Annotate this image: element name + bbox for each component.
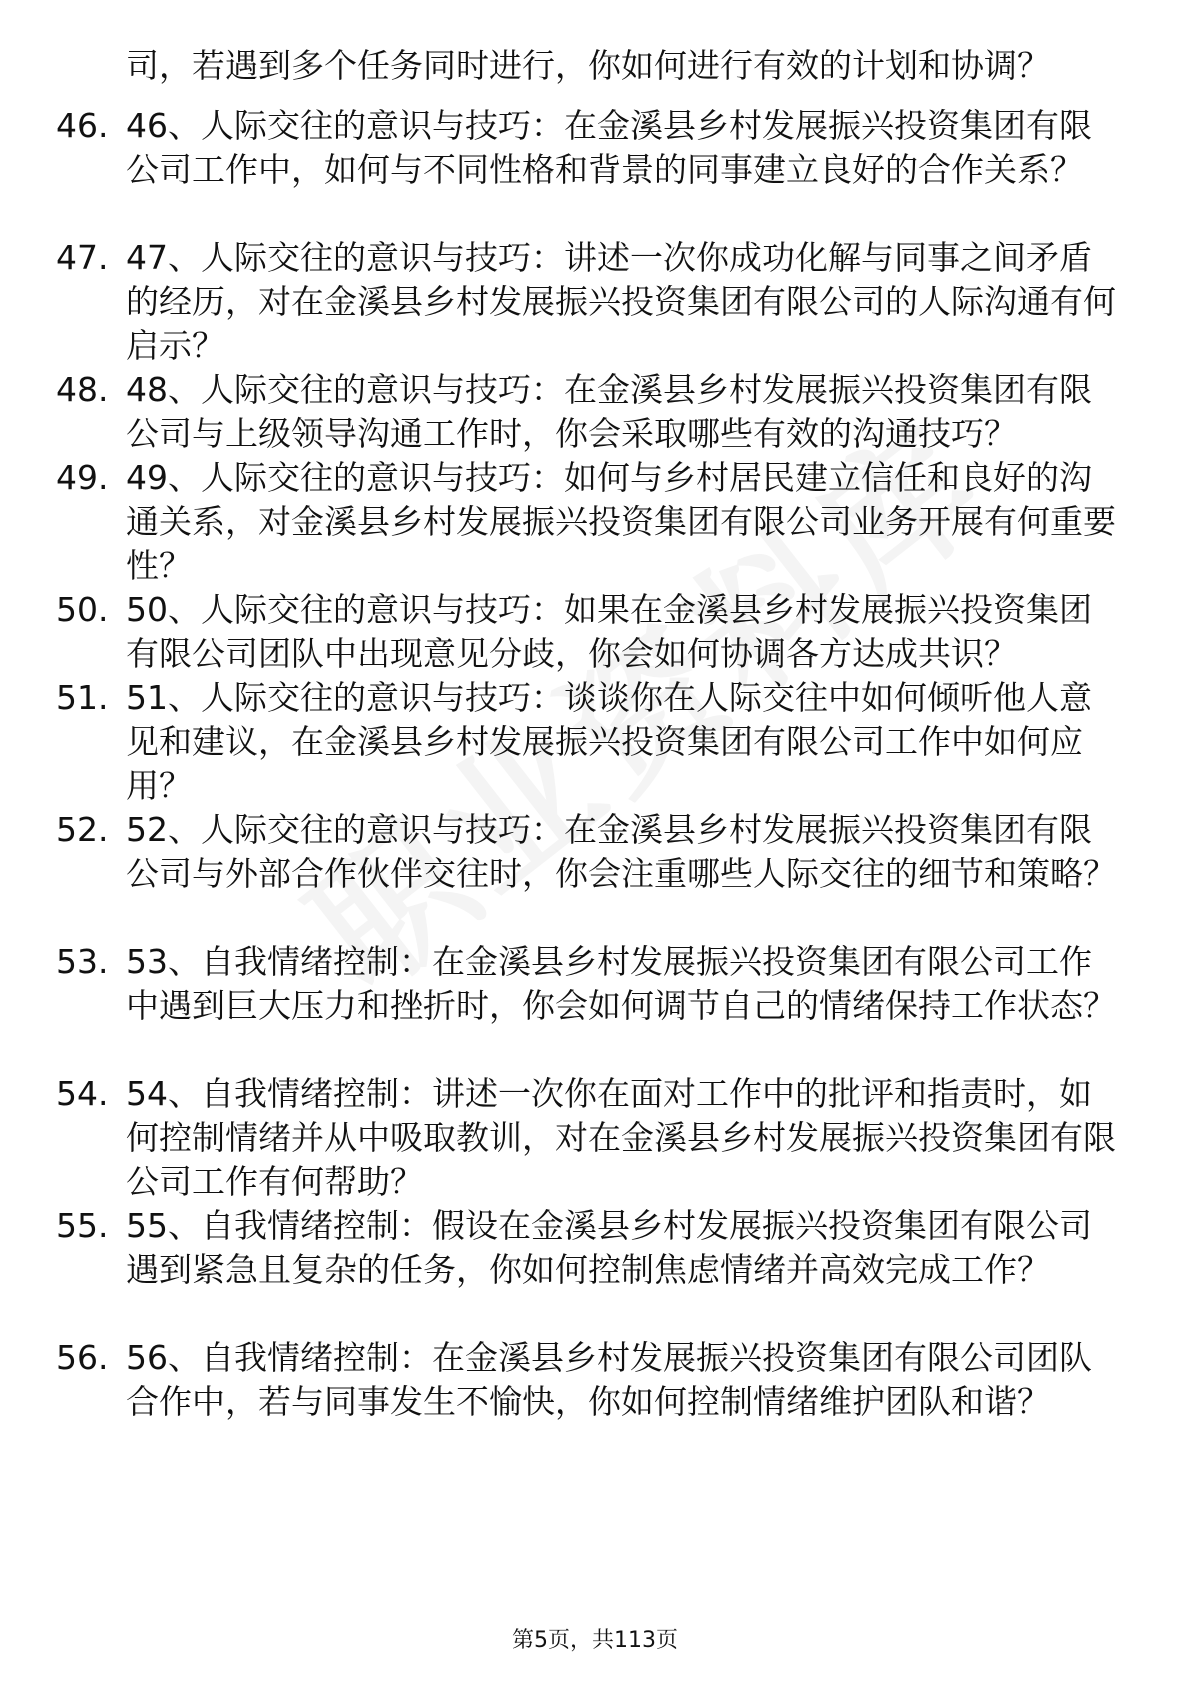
item-number: 50. [56, 590, 109, 629]
item-text: 55、自我情绪控制：假设在金溪县乡村发展振兴投资集团有限公司遇到紧急且复杂的任务，你如何控制焦虑情绪并高效完成工作？ [126, 1206, 1092, 1289]
item-number: 56. [56, 1338, 109, 1377]
item-number: 47. [56, 238, 109, 277]
item-text: 47、人际交往的意识与技巧：讲述一次你成功化解与同事之间矛盾的经历，对在金溪县乡村发展振兴投资集团有限公司的人际沟通有何启示？ [126, 238, 1116, 365]
item-text: 52、人际交往的意识与技巧：在金溪县乡村发展振兴投资集团有限公司与外部合作伙伴交往时，你会注重哪些人际交往的细节和策略？ [126, 810, 1116, 893]
item-number: 51. [56, 678, 109, 717]
item-number: 49. [56, 458, 109, 497]
item-text: 54、自我情绪控制：讲述一次你在面对工作中的批评和指责时，如何控制情绪并从中吸取教训，对在金溪县乡村发展振兴投资集团有限公司工作有何帮助？ [126, 1074, 1116, 1201]
item-number: 52. [56, 810, 109, 849]
item-text: 53、自我情绪控制：在金溪县乡村发展振兴投资集团有限公司工作中遇到巨大压力和挫折时，你会如何调节自己的情绪保持工作状态？ [126, 942, 1116, 1025]
item-text: 56、自我情绪控制：在金溪县乡村发展振兴投资集团有限公司团队合作中，若与同事发生不愉快，你如何控制情绪维护团队和谐？ [126, 1338, 1092, 1421]
item-number: 55. [56, 1206, 109, 1245]
item-number: 46. [56, 106, 109, 145]
continuation-text: 司，若遇到多个任务同时进行，你如何进行有效的计划和协调？ [126, 46, 1050, 85]
item-text: 50、人际交往的意识与技巧：如果在金溪县乡村发展振兴投资集团有限公司团队中出现意见分歧，你会如何协调各方达成共识？ [126, 590, 1092, 673]
item-number: 54. [56, 1074, 109, 1113]
item-text: 46、人际交往的意识与技巧：在金溪县乡村发展振兴投资集团有限公司工作中，如何与不同性格和背景的同事建立良好的合作关系？ [126, 106, 1092, 189]
page-footer: 第5页，共113页 [512, 1628, 678, 1653]
item-text: 49、人际交往的意识与技巧：如何与乡村居民建立信任和良好的沟通关系，对金溪县乡村发展振兴投资集团有限公司业务开展有何重要性？ [126, 458, 1116, 585]
item-number: 53. [56, 942, 109, 981]
item-text: 51、人际交往的意识与技巧：谈谈你在人际交往中如何倾听他人意见和建议，在金溪县乡村发展振兴投资集团有限公司工作中如何应用？ [126, 678, 1092, 805]
item-number: 48. [56, 370, 109, 409]
item-text: 48、人际交往的意识与技巧：在金溪县乡村发展振兴投资集团有限公司与上级领导沟通工作时，你会采取哪些有效的沟通技巧？ [126, 370, 1092, 453]
